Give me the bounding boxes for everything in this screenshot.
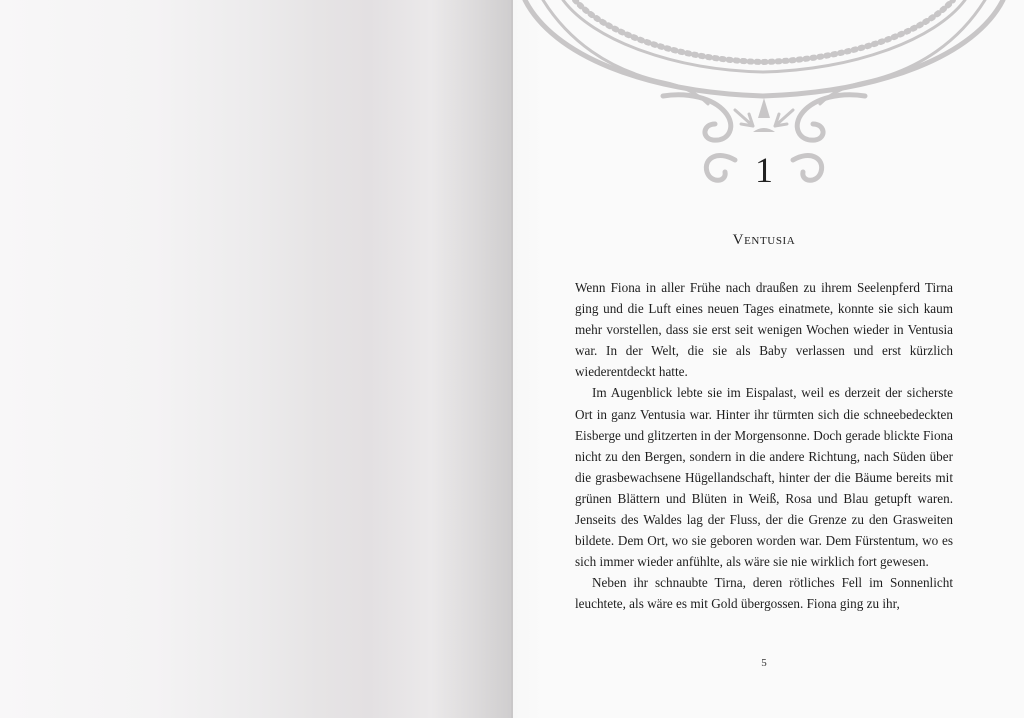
paragraph: Wenn Fiona in aller Frühe nach draußen zu ihrem Seelenpferd Tirna ging und die Luft eines neuen Tages einatmete, konnte sie sich kaum mehr vorstellen, dass sie erst seit wenigen Wochen wieder in Ventusia war. In der Welt, die sie als Baby verlassen und erst kürzlich wiederentdeckt hatte. bbox=[575, 280, 953, 380]
chapter-title: Ventusia bbox=[732, 232, 796, 248]
paragraph: Neben ihr schnaubte Tirna, deren rötliches Fell im Sonnenlicht leuchtete, als wäre es mit Gold übergossen. Fiona ging zu ihr, bbox=[575, 575, 953, 612]
chapter-body bbox=[575, 277, 953, 615]
chapter-number: 1 bbox=[755, 150, 773, 190]
paragraph: Im Augenblick lebte sie im Eispalast, weil es derzeit der sicherste Ort in ganz Ventusia war. Hinter ihr türmten sich die schneebedeckten Eisberge und glitzerten in der Morgensonne. Doch gerade blickte Fiona nicht zu den Bergen, sondern in die andere Richtung, nach Süden über die grasbewachsene Hügellandschaft, hinter der die Bäume bereits mit grünen Blättern und Blüten in Weiß, Rosa und Blau getupft waren. Jenseits des Waldes lag der Fluss, der die Grenze zu den Grasweiten bildete. Dem Ort, wo sie geboren worden war. Dem Fürstentum, wo es sich immer wieder anfühlte, als wäre sie nie wirklich fort gewesen. bbox=[575, 385, 953, 570]
right-page bbox=[513, 0, 1024, 718]
page-number: 5 bbox=[761, 657, 767, 669]
